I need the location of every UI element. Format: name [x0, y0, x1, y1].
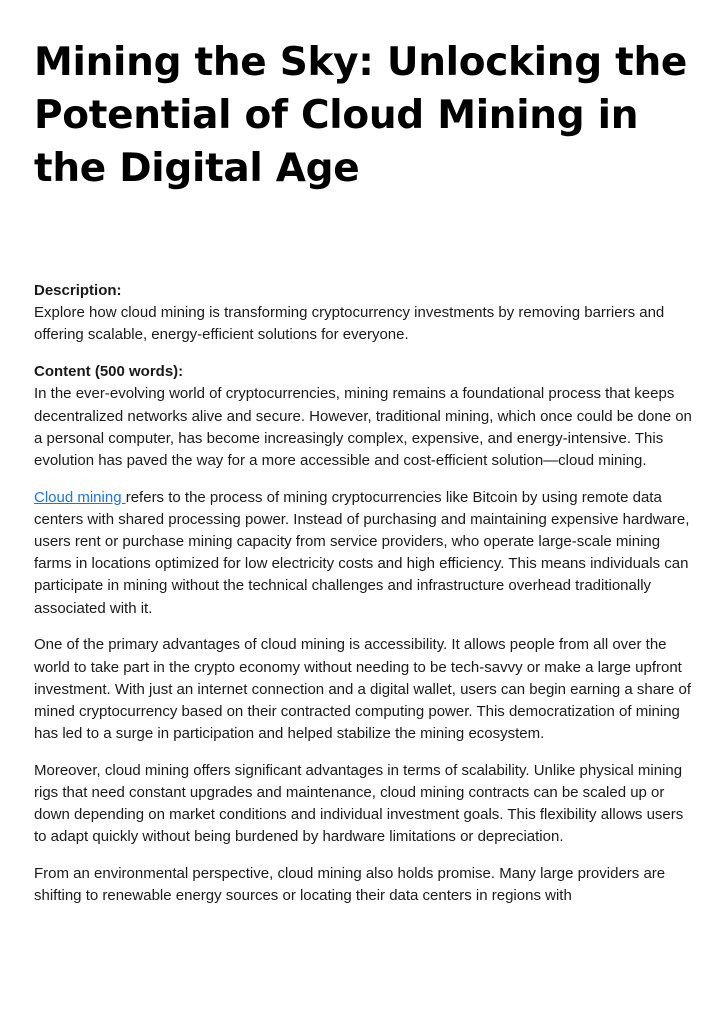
paragraph-accessibility: One of the primary advantages of cloud mining is accessibility. It allows people from all over the world to take part in the crypto economy without needing to be tech-savvy or make a large upfront investment. With just an internet connection and a digital wallet, users can begin earning a share of mined cryptocurrency based on their contracted computing power. This democratization of mining has led to a surge in participation and helped stabilize the mining ecosystem.	[34, 636, 692, 743]
paragraph-scalability: Moreover, cloud mining offers significant advantages in terms of scalability. Unlike physical mining rigs that need constant upgrades and maintenance, cloud mining contracts can be scaled up or down depending on market conditions and individual investment goals. This flexibility allows users to adapt quickly without being burdened by hardware limitations or depreciation.	[34, 761, 684, 846]
document-page	[34, 36, 692, 195]
document-body	[34, 280, 692, 922]
content-intro-text: In the ever-evolving world of cryptocurrencies, mining remains a foundational process that keeps decentralized networks alive and secure. However, traditional mining, which once could be done on a personal computer, has become increasingly complex, expensive, and energy-intensive. This evolution has paved the way for a more accessible and cost-efficient solution—cloud mining.	[34, 385, 692, 469]
content-label: Content (500 words):	[34, 363, 184, 381]
paragraph-environment: From an environmental perspective, cloud mining also holds promise. Many large providers are shifting to renewable energy sources or locating their data centers in regions with	[34, 865, 666, 905]
cloud-mining-link[interactable]: Cloud mining	[34, 488, 126, 506]
page-title: Mining the Sky: Unlocking the Potential of Cloud Mining in the Digital Age	[34, 40, 688, 191]
description-text: Explore how cloud mining is transforming cryptocurrency investments by removing barriers and offering scalable, energy-efficient solutions for everyone.	[34, 304, 665, 344]
cloud-mining-paragraph-text: refers to the process of mining cryptocurrencies like Bitcoin by using remote data centers with shared processing power. Instead of purchasing and maintaining expensive hardware, users rent or purchase mining capacity from service providers, who operate large-scale mining farms in locations optimized for low electricity costs and high efficiency. This means individuals can participate in mining without the technical challenges and infrastructure overhead traditionally associated with it.	[34, 488, 690, 617]
content-section	[34, 361, 692, 472]
cloud-mining-paragraph	[34, 487, 692, 620]
description-label: Description:	[34, 282, 122, 299]
description-section	[34, 280, 692, 347]
